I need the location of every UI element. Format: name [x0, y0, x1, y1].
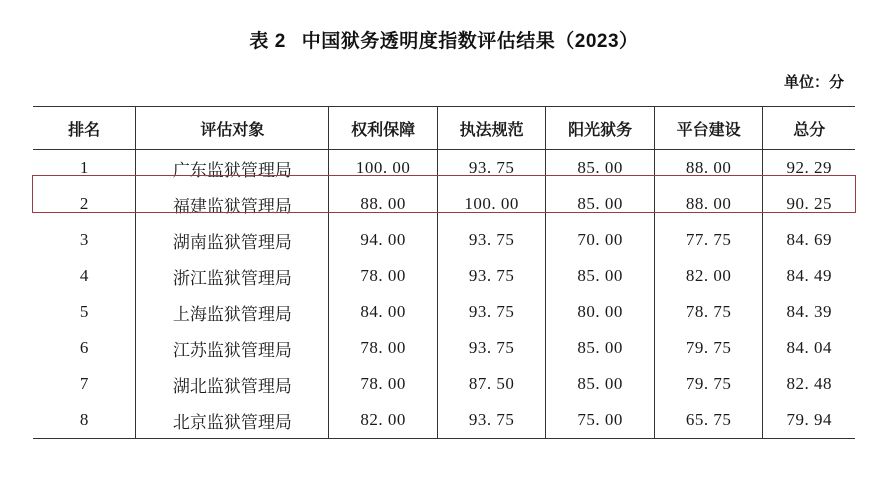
- cell-platform: 77. 75: [654, 222, 763, 258]
- table-header: [33, 107, 855, 150]
- cell-enforcement: 93. 75: [437, 222, 546, 258]
- cell-subject: 福建监狱管理局: [136, 186, 329, 222]
- cell-rights: 84. 00: [329, 294, 438, 330]
- cell-rights: 88. 00: [329, 186, 438, 222]
- cell-rank: 5: [33, 294, 136, 330]
- cell-platform: 88. 00: [654, 186, 763, 222]
- table-title: [0, 26, 888, 53]
- cell-platform: 82. 00: [654, 258, 763, 294]
- table-label: 表 2: [249, 31, 286, 52]
- table-row: [33, 258, 855, 294]
- column-header-platform: 平台建设: [654, 107, 763, 150]
- transparency-index-table: [33, 106, 855, 439]
- cell-total: 79. 94: [763, 402, 855, 439]
- cell-platform: 88. 00: [654, 150, 763, 187]
- cell-enforcement: 93. 75: [437, 150, 546, 187]
- cell-rights: 100. 00: [329, 150, 438, 187]
- cell-rank: 6: [33, 330, 136, 366]
- cell-subject: 浙江监狱管理局: [136, 258, 329, 294]
- cell-subject: 湖南监狱管理局: [136, 222, 329, 258]
- cell-enforcement: 93. 75: [437, 258, 546, 294]
- table-body: [33, 150, 855, 439]
- cell-rights: 94. 00: [329, 222, 438, 258]
- column-header-total: 总分: [763, 107, 855, 150]
- table-row: [33, 222, 855, 258]
- column-header-rank: 排名: [33, 107, 136, 150]
- cell-rights: 78. 00: [329, 258, 438, 294]
- cell-subject: 北京监狱管理局: [136, 402, 329, 439]
- cell-rank: 4: [33, 258, 136, 294]
- header-row: [33, 107, 855, 150]
- cell-enforcement: 93. 75: [437, 330, 546, 366]
- cell-total: 84. 49: [763, 258, 855, 294]
- cell-sunshine: 75. 00: [546, 402, 655, 439]
- table-row: [33, 186, 855, 222]
- cell-platform: 79. 75: [654, 366, 763, 402]
- column-header-rights: 权利保障: [329, 107, 438, 150]
- column-header-sunshine: 阳光狱务: [546, 107, 655, 150]
- cell-rights: 82. 00: [329, 402, 438, 439]
- cell-sunshine: 85. 00: [546, 150, 655, 187]
- cell-rank: 1: [33, 150, 136, 187]
- cell-subject: 上海监狱管理局: [136, 294, 329, 330]
- cell-sunshine: 85. 00: [546, 330, 655, 366]
- cell-total: 92. 29: [763, 150, 855, 187]
- cell-subject: 江苏监狱管理局: [136, 330, 329, 366]
- table-row: [33, 402, 855, 439]
- column-header-subject: 评估对象: [136, 107, 329, 150]
- cell-enforcement: 93. 75: [437, 294, 546, 330]
- cell-rights: 78. 00: [329, 366, 438, 402]
- cell-sunshine: 85. 00: [546, 186, 655, 222]
- cell-enforcement: 100. 00: [437, 186, 546, 222]
- cell-platform: 65. 75: [654, 402, 763, 439]
- cell-platform: 78. 75: [654, 294, 763, 330]
- table-row: [33, 294, 855, 330]
- cell-rights: 78. 00: [329, 330, 438, 366]
- document-page: [0, 26, 888, 484]
- cell-rank: 8: [33, 402, 136, 439]
- table-row: [33, 150, 855, 187]
- table-row: [33, 366, 855, 402]
- cell-enforcement: 87. 50: [437, 366, 546, 402]
- cell-total: 84. 04: [763, 330, 855, 366]
- cell-enforcement: 93. 75: [437, 402, 546, 439]
- table-title-text: 中国狱务透明度指数评估结果（2023）: [301, 31, 639, 52]
- unit-note: 单位：分: [783, 74, 844, 91]
- cell-rank: 2: [33, 186, 136, 222]
- cell-total: 90. 25: [763, 186, 855, 222]
- cell-sunshine: 70. 00: [546, 222, 655, 258]
- cell-subject: 湖北监狱管理局: [136, 366, 329, 402]
- cell-sunshine: 85. 00: [546, 366, 655, 402]
- cell-subject: 广东监狱管理局: [136, 150, 329, 187]
- cell-sunshine: 85. 00: [546, 258, 655, 294]
- column-header-enforcement: 执法规范: [437, 107, 546, 150]
- cell-total: 84. 39: [763, 294, 855, 330]
- cell-rank: 3: [33, 222, 136, 258]
- cell-total: 82. 48: [763, 366, 855, 402]
- cell-sunshine: 80. 00: [546, 294, 655, 330]
- cell-total: 84. 69: [763, 222, 855, 258]
- cell-platform: 79. 75: [654, 330, 763, 366]
- table-container: [33, 106, 855, 439]
- cell-rank: 7: [33, 366, 136, 402]
- table-row: [33, 330, 855, 366]
